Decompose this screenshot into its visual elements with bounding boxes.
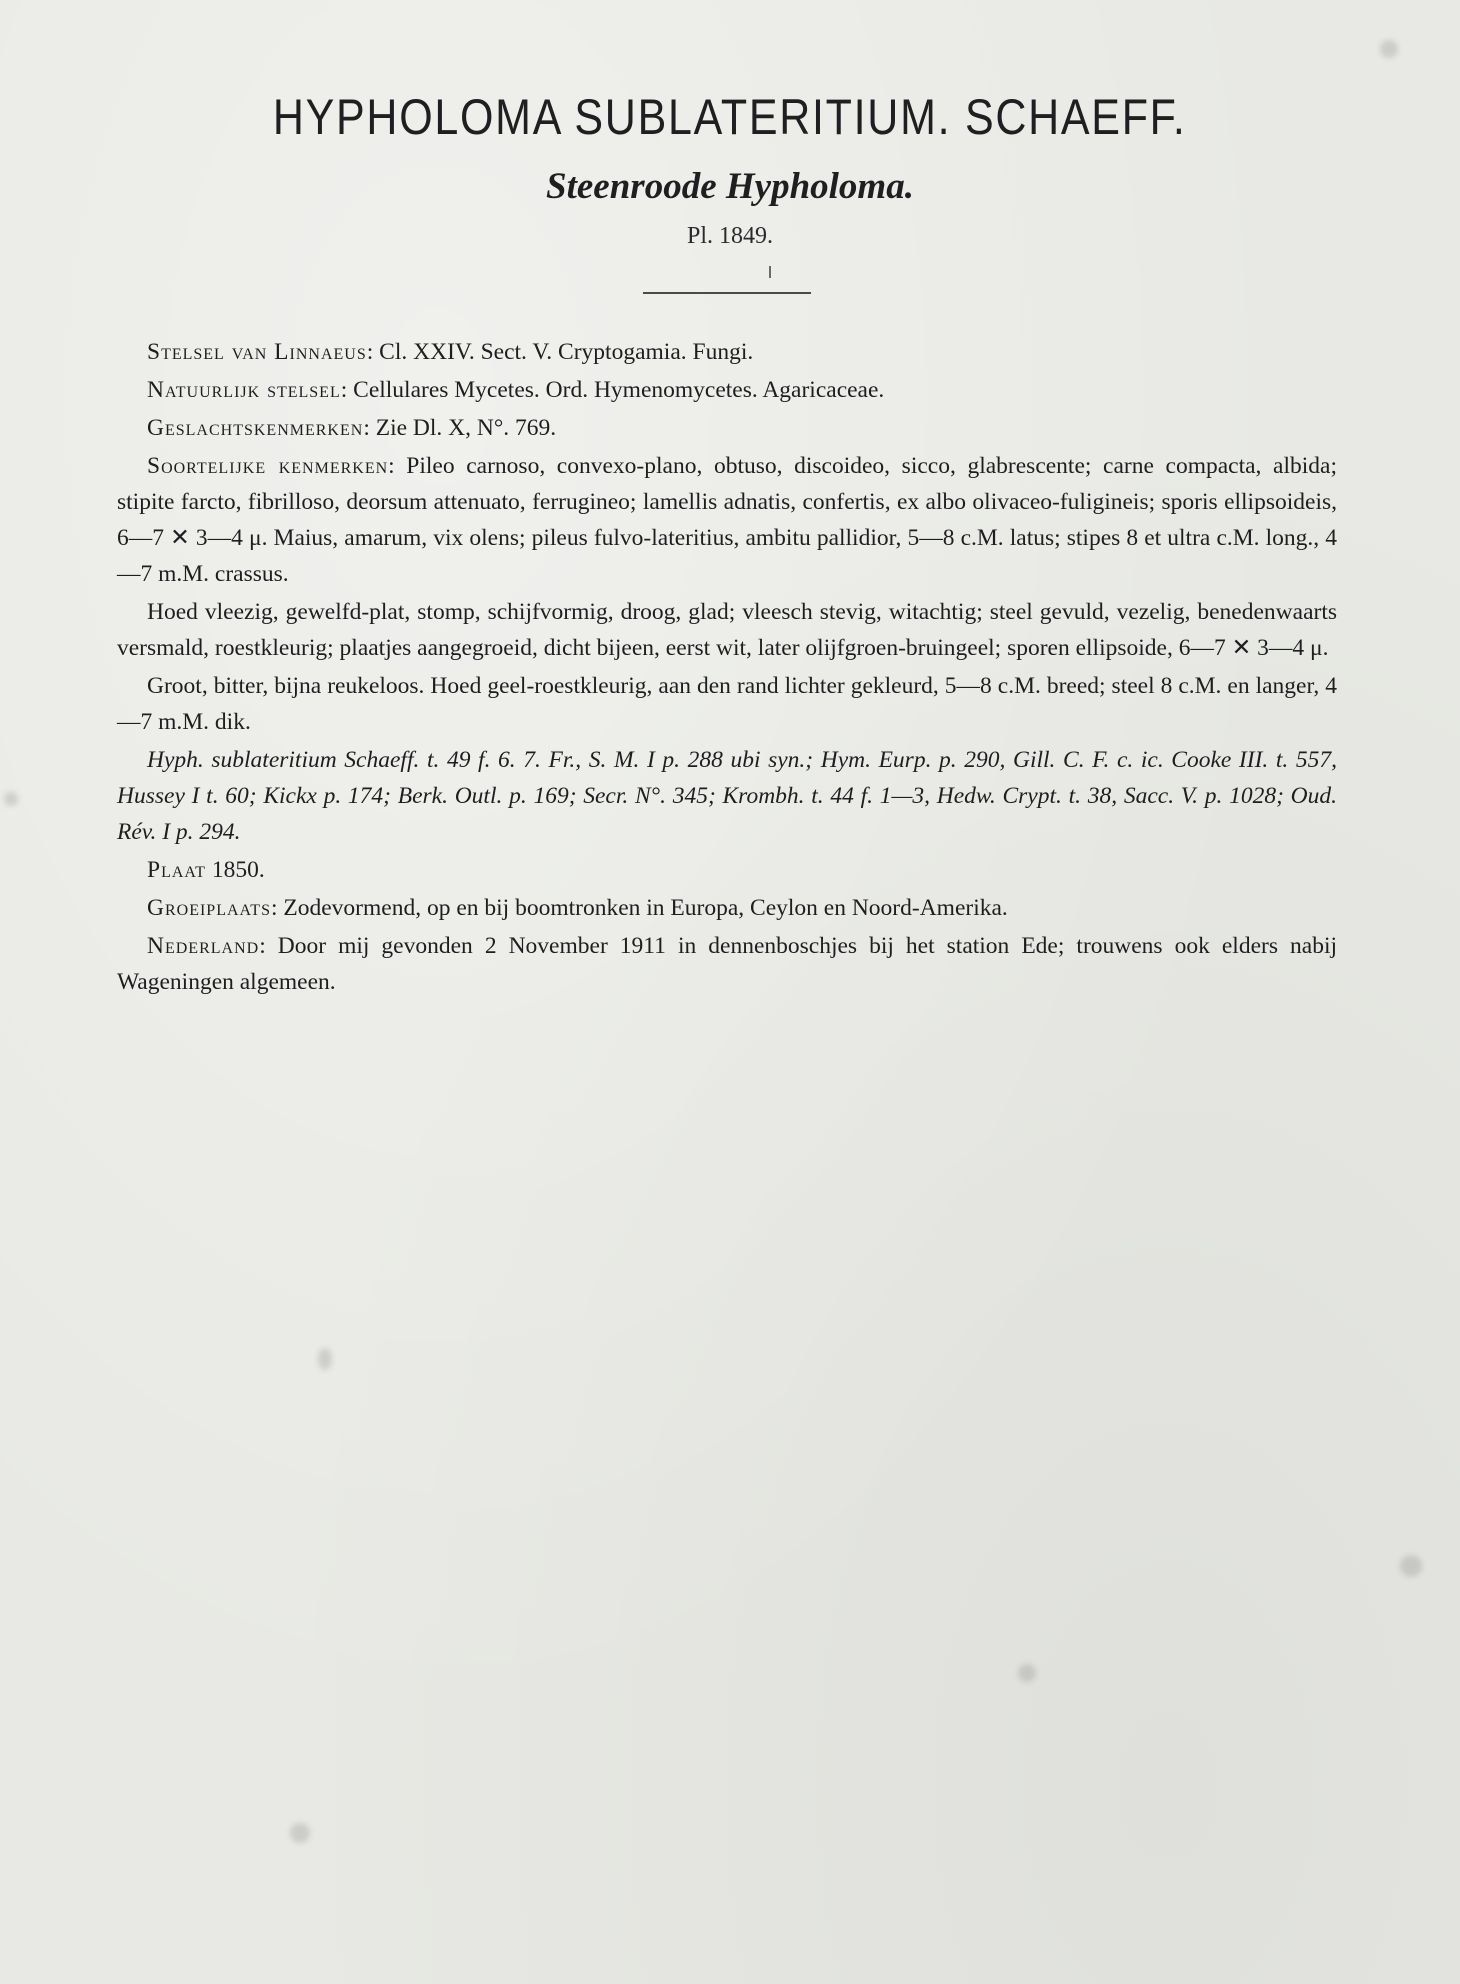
page-subtitle: Steenroode Hypholoma. [546,166,914,207]
article-body [117,334,1337,1002]
paper-spot [1400,1555,1422,1577]
netherlands-text: : Door mij gevonden 2 November 1911 in dennenboschjes bij het station Ede; trouwens ook elders nabij Wageningen algemeen. [117,933,1337,995]
natural-label: Natuurlijk stelsel [147,377,341,403]
paper-spot [1380,40,1398,58]
habitat-text: : Zodevormend, op en bij boomtronken in Europa, Ceylon en Noord-Amerika. [270,895,1008,921]
plate-number: Pl. 1849. [686,223,773,249]
species-label: Soortelijke kenmerken [147,453,389,479]
species-dutch: Hoed vleezig, gewelfd-plat, stomp, schijfvormig, droog, glad; vleesch stevig, witachtig; steel gevuld, vezelig, benedenwaarts versmald, roestkleurig; plaatjes aangegroeid, dicht bijeen, eerst wit, later olijfgroen-bruingeel; sporen ellipsoide, 6—7 ✕ 3—4 μ. [117,599,1337,661]
linnaeus-paragraph [117,334,1337,370]
natural-text: : Cellulares Mycetes. Ord. Hymenomycetes. Agaricaceae. [340,377,885,403]
paper-spot [1018,1664,1036,1682]
plaat-text: 1850. [205,857,265,883]
divider [643,292,811,294]
genus-paragraph [117,410,1337,446]
species-latin: : Pileo carnoso, convexo-plano, obtuso, discoideo, sicco, glabrescente; carne compacta, albida; stipite farcto, fibrilloso, deorsum attenuato, ferrugineo; lamellis adnatis, confertis, ex albo olivaceo-fuligineis; sporis ellipsoideis, 6—7 ✕ 3—4 μ. Maius, amarum, vix olens; pileus fulvo-lateritius, ambitu pallidior, 5—8 c.M. latus; stipes 8 et ultra c.M. long., 4—7 m.M. crassus. [117,453,1337,587]
plaat-paragraph [117,852,1337,888]
habitat-label: Groeiplaats [147,895,271,921]
paper-spot [4,792,18,806]
genus-text: : Zie Dl. X, N°. 769. [363,415,557,441]
tick-mark [769,266,771,278]
natural-paragraph [117,372,1337,408]
netherlands-label: Nederland [147,933,260,959]
references: Hyph. sublateritium Schaeff. t. 49 f. 6. 7. Fr., S. M. I p. 288 ubi syn.; Hym. Eurp. p. 290, Gill. C. F. c. ic. Cooke III. t. 557, Hussey I t. 60; Kickx p. 174; Berk. Outl. p. 169; Secr. N°. 345; Krombh. t. 44 f. 1—3, Hedw. Crypt. t. 38, Sacc. V. p. 1028; Oud. Rév. I p. 294. [117,747,1337,845]
genus-label: Geslachtskenmerken [147,415,364,441]
paper-spot [318,1348,332,1370]
linnaeus-label: Stelsel van Linnaeus [147,339,367,365]
species-dutch-2: Groot, bitter, bijna reukeloos. Hoed geel-roestkleurig, aan den rand lichter gekleurd, 5—8 c.M. breed; steel 8 c.M. en langer, 4—7 m.M. dik. [117,673,1337,735]
netherlands-paragraph [117,928,1337,1000]
paper-spot [290,1823,310,1843]
species-paragraph [117,448,1337,592]
linnaeus-text: : Cl. XXIV. Sect. V. Cryptogamia. Fungi. [366,339,754,365]
page-title: HYPHOLOMA SUBLATERITIUM. SCHAEFF. [272,89,1187,145]
plaat-label: Plaat [147,857,206,883]
habitat-paragraph [117,890,1337,926]
